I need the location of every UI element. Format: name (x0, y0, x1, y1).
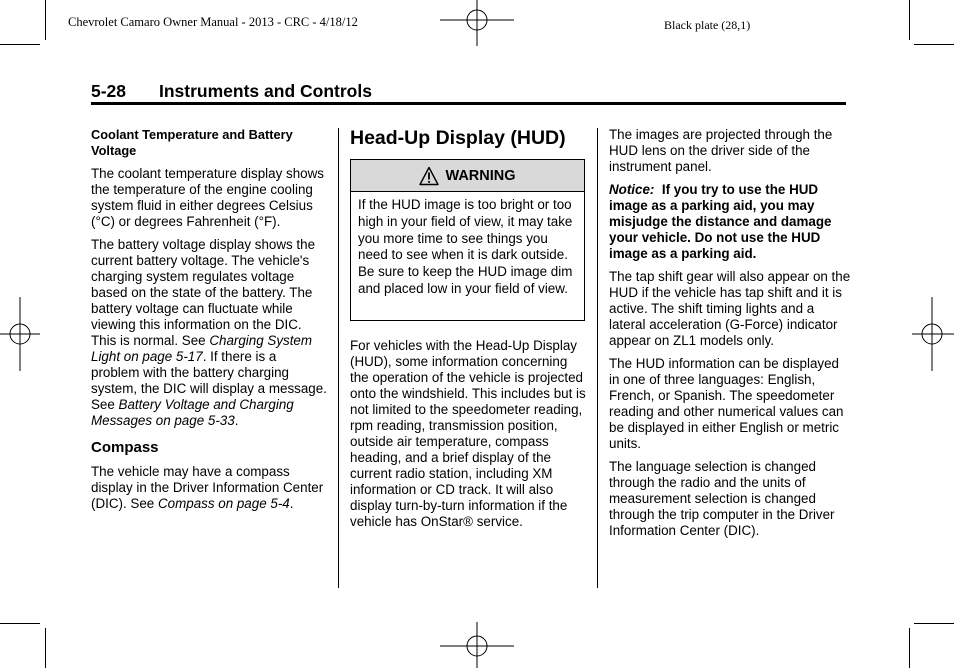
crosshair-mark-icon (912, 297, 954, 371)
compass-heading: Compass (91, 439, 159, 456)
notice-label: Notice: (609, 182, 655, 197)
crop-mark (45, 0, 46, 40)
column-3 (609, 127, 851, 546)
column-2 (350, 338, 586, 537)
text-run: . If there is a problem with the battery charging system, the DIC will display a message. See (91, 349, 327, 412)
notice-text: If you try to use the HUD image as a parking aid, you may misjudge the distance and damage your vehicle. Do not use the HUD image as a parking aid. (609, 182, 832, 261)
text-run: . (289, 496, 294, 511)
language-paragraph: The HUD information can be displayed in one of three languages: English, French, or Spanish. The speedometer reading and other numerical values can be displayed in either English or metric units. (609, 356, 844, 451)
hud-heading: Head-Up Display (HUD) (350, 127, 566, 149)
warning-box (350, 159, 585, 321)
crop-mark (914, 623, 954, 624)
selection-paragraph: The language selection is changed through the radio and the units of measurement selection is changed through the trip computer in the Driver Information Center (DIC). (609, 459, 835, 538)
cross-reference-link[interactable]: Battery Voltage and Charging Messages on page 5-33 (91, 397, 294, 428)
print-header-right: Black plate (28,1) (664, 18, 751, 32)
hud-paragraph: For vehicles with the Head-Up Display (HUD), some information concerning the operation of the vehicle is projected onto the windshield. This includes but is not limited to the speedometer reading, rpm reading, transmission position, outside air temperature, compass heading, and a brief display of the current radio station, including XM information or CD track. It will also display turn-by-turn information if the vehicle has OnStar® service. (350, 338, 586, 529)
text-run: The vehicle may have a compass display in the Driver Information Center (DIC). See (91, 464, 324, 511)
print-header-left: Chevrolet Camaro Owner Manual - 2013 - CRC - 4/18/12 (68, 15, 358, 29)
notice-paragraph (609, 182, 851, 262)
compass-paragraph (91, 464, 328, 512)
column-divider (338, 128, 339, 588)
crop-mark (909, 628, 910, 668)
crop-mark (0, 623, 40, 624)
tap-shift-paragraph: The tap shift gear will also appear on the HUD if the vehicle has tap shift and it is active. The shift timing lights and a lateral acceleration (G-Force) indicator appear on ZL1 models only. (609, 269, 851, 348)
coolant-paragraph: The coolant temperature display shows the temperature of the engine cooling system fluid in either degrees Celsius (°C) or degrees Fahrenheit (°F). (91, 166, 324, 229)
column-divider (597, 128, 598, 588)
warning-label: WARNING (445, 167, 516, 184)
warning-header (351, 160, 584, 192)
crop-mark (914, 44, 954, 45)
crosshair-mark-icon (440, 0, 514, 46)
projection-paragraph: The images are projected through the HUD lens on the driver side of the instrument panel. (609, 127, 833, 174)
cross-reference-link[interactable]: Charging System Light on page 5-17 (91, 333, 313, 364)
warning-triangle-icon (419, 166, 439, 186)
crop-mark (0, 44, 40, 45)
text-run: . (234, 413, 239, 428)
warning-text: If the HUD image is too bright or too high in your field of view, it may take you more time to see things you need to see when it is dark outside. Be sure to keep the HUD image dim and placed low in your field of view. (358, 197, 573, 296)
coolant-battery-heading: Coolant Temperature and Battery Voltage (91, 127, 293, 158)
section-title: Instruments and Controls (159, 81, 372, 101)
header-rule (91, 102, 846, 105)
page-number: 5-28 (91, 81, 127, 101)
column-1 (91, 127, 328, 519)
text-run: The battery voltage display shows the current battery voltage. The vehicle's charging system regulates voltage based on the state of the battery. The battery voltage can fluctuate while viewing this information on the DIC. This is normal. See (91, 237, 316, 348)
crosshair-mark-icon (0, 297, 40, 371)
cross-reference-link[interactable]: Compass on page 5-4 (157, 496, 290, 511)
crosshair-mark-icon (440, 622, 514, 668)
crop-mark (45, 628, 46, 668)
section-header (91, 81, 846, 102)
battery-paragraph (91, 237, 328, 429)
crop-mark (909, 0, 910, 40)
